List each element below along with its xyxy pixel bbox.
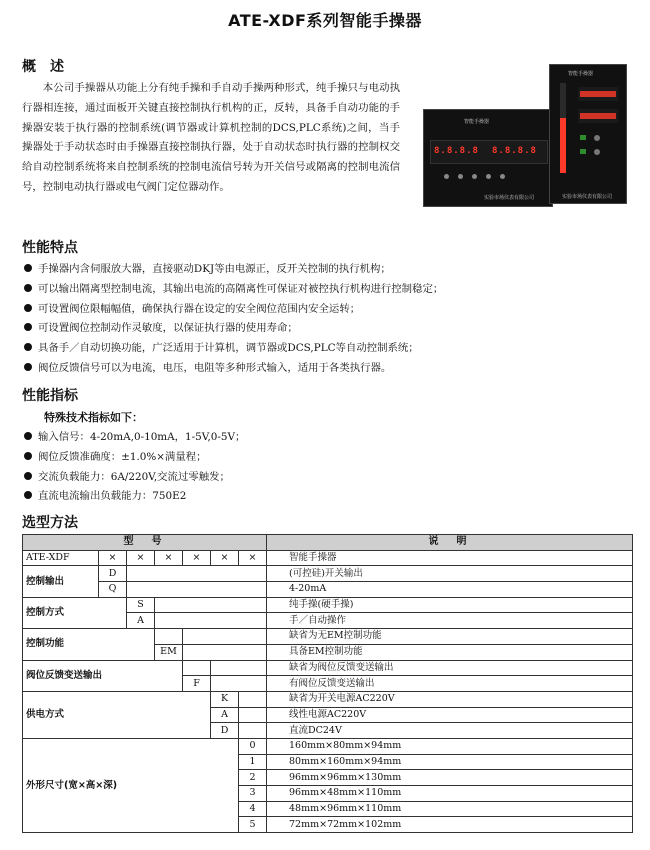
- header-description: 说 明: [267, 535, 633, 551]
- table-row: [23, 629, 633, 645]
- group-label: 控制功能: [23, 629, 155, 660]
- group-label: 供电方式: [23, 691, 211, 738]
- table-cell: 0: [239, 738, 267, 754]
- table-row: [23, 691, 633, 707]
- overview-line: 手操只与电动执行器相连接，通过面板开关键直接控制执行机构的: [22, 82, 401, 114]
- model-code: ATE-XDF: [23, 550, 99, 566]
- table-cell: S: [127, 597, 155, 613]
- table-cell-desc: 4-20mA: [267, 582, 633, 598]
- table-cell: 5: [239, 817, 267, 833]
- list-item: [24, 468, 634, 488]
- table-cell: ×: [127, 550, 155, 566]
- table-row: [23, 597, 633, 613]
- list-item: [24, 339, 634, 359]
- table-cell: D: [99, 566, 127, 582]
- device-vertical-footer: 实验市场仪表有限公司: [562, 194, 613, 200]
- bullet-icon: [24, 304, 32, 312]
- table-cell-desc: 48mm×96mm×110mm: [267, 801, 633, 817]
- specs-heading: 性能指标: [22, 388, 78, 404]
- table-row: [23, 738, 633, 754]
- table-cell: 2: [239, 770, 267, 786]
- device-horizontal-footer: 实验市场仪表有限公司: [484, 195, 535, 201]
- overview-line: 由手操器直接控制执行器，处于自动状态时执行器的控制权交给自: [22, 141, 401, 174]
- table-cell-desc: 纯手操(硬手操): [267, 597, 633, 613]
- device-horizontal-title: 智能手操器: [464, 119, 490, 125]
- table-cell-desc: 智能手操器: [267, 550, 633, 566]
- table-cell-desc: 缺省为无EM控制功能: [267, 629, 633, 645]
- table-cell: ×: [239, 550, 267, 566]
- bullet-icon: [24, 284, 32, 292]
- table-cell: ×: [211, 550, 239, 566]
- bullet-icon: [24, 491, 32, 499]
- table-cell-desc: 160mm×80mm×94mm: [267, 738, 633, 754]
- overview-line: 动控制系统将来自控制系统的控制电流信号转为开关信号或隔离的: [43, 161, 348, 174]
- list-item: [24, 428, 634, 448]
- table-cell-desc: (可控硅)开关输出: [267, 566, 633, 582]
- table-cell-desc: 96mm×48mm×110mm: [267, 786, 633, 802]
- list-item-text: 可设置阀位限幅幅值，确保执行器在设定的安全阀位范围内安全运转；: [38, 302, 361, 315]
- table-cell-desc: 直流DC24V: [267, 723, 633, 739]
- table-cell-desc: 缺省为阀位反馈变送输出: [267, 660, 633, 676]
- list-item-text: 手操器内含伺服放大器，直接驱动DKJ等由电源正，反开关控制的执行机构；: [38, 263, 391, 275]
- table-cell-desc: 缺省为开关电源AC220V: [267, 691, 633, 707]
- table-header-row: [23, 535, 633, 551]
- device-vertical-title: 智能手操器: [568, 71, 594, 77]
- table-cell: 3: [239, 786, 267, 802]
- specs-intro: 特殊技术指标如下：: [44, 411, 143, 424]
- table-cell-desc: 有阀位反馈变送输出: [267, 676, 633, 692]
- group-label: 控制方式: [23, 597, 127, 628]
- table-cell: K: [211, 691, 239, 707]
- device-display-left: 8.8.8.8: [434, 146, 479, 156]
- list-item: [24, 359, 634, 379]
- overview-paragraph: [22, 79, 400, 198]
- table-cell-desc: 72mm×72mm×102mm: [267, 817, 633, 833]
- table-cell: A: [211, 707, 239, 723]
- list-item-text: 具备手／自动切换功能，广泛适用于计算机，调节器或DCS,PLC等自动控制系统；: [38, 342, 419, 355]
- page-title: ATE-XDF系列智能手操器: [228, 11, 422, 30]
- group-label: 阀位反馈变送输出: [23, 660, 183, 691]
- features-list: [24, 260, 634, 379]
- table-cell-desc: 具备EM控制功能: [267, 644, 633, 660]
- list-item: [24, 319, 634, 339]
- list-item-text: 直流电流输出负载能力：750E2: [38, 490, 187, 503]
- list-item: [24, 300, 634, 320]
- bullet-icon: [24, 452, 32, 460]
- group-label: 控制输出: [23, 566, 99, 597]
- selection-table: [22, 534, 633, 833]
- header-model: 型 号: [23, 535, 267, 551]
- table-cell: A: [127, 613, 155, 629]
- bullet-icon: [24, 472, 32, 480]
- table-cell-desc: 线性电源AC220V: [267, 707, 633, 723]
- device-vertical-image: [549, 64, 627, 204]
- table-cell: EM: [155, 644, 183, 660]
- table-row: [23, 550, 633, 566]
- table-row: [23, 660, 633, 676]
- table-row: [23, 566, 633, 582]
- overview-line: 器或计算机控制的DCS,PLC系统)之间，当手操器处于手动状态时: [22, 121, 400, 154]
- bullet-icon: [24, 343, 32, 351]
- list-item: [24, 487, 634, 507]
- table-row: [23, 582, 633, 598]
- table-cell: Q: [99, 582, 127, 598]
- table-cell-desc: 96mm×96mm×130mm: [267, 770, 633, 786]
- table-cell: F: [183, 676, 211, 692]
- list-item-text: 可设置阀位控制动作灵敏度，以保证执行器的使用寿命；: [38, 322, 298, 335]
- list-item: [24, 260, 634, 280]
- table-cell-desc: 手／自动操作: [267, 613, 633, 629]
- list-item: [24, 448, 634, 468]
- table-cell: 1: [239, 754, 267, 770]
- list-item-text: 可以输出隔离型控制电流，其输出电流的高隔离性可保证对被控执行机构进行控制稳定；: [38, 282, 444, 295]
- bullet-icon: [24, 363, 32, 371]
- list-item-text: 阀位反馈准确度：±1.0%×满量程；: [38, 450, 207, 463]
- bullet-icon: [24, 323, 32, 331]
- overview-line: 正，反转，具备手自动功能的手操器安装于执行器的控制系统(调节: [22, 101, 401, 134]
- specs-list: [24, 428, 634, 507]
- list-item-text: 输入信号：4-20mA,0-10mA，1-5V,0-5V；: [38, 431, 246, 443]
- overview-line: 本公司手操器从功能上分有纯手操和手自动手操两种形式，纯: [42, 82, 327, 94]
- list-item-text: 交流负载能力：6A/220V,交流过零触发；: [38, 470, 230, 483]
- group-label: 外形尺寸(宽×高×深): [23, 738, 239, 832]
- list-item: [24, 280, 634, 300]
- overview-line: 控制电流信号，控制电动执行器或电气阀门定位器动作。: [22, 161, 401, 193]
- table-cell: ×: [99, 550, 127, 566]
- device-display-right: 8.8.8.8: [492, 146, 537, 156]
- features-heading: 性能特点: [22, 240, 78, 256]
- table-cell: D: [211, 723, 239, 739]
- table-cell: ×: [183, 550, 211, 566]
- bullet-icon: [24, 432, 32, 440]
- selection-heading: 选型方法: [22, 515, 78, 531]
- table-cell: 4: [239, 801, 267, 817]
- table-cell-desc: 80mm×160mm×94mm: [267, 754, 633, 770]
- overview-heading: 概 述: [22, 59, 64, 75]
- list-item-text: 阀位反馈信号可以为电流，电压，电阻等多种形式输入，适用于各类执行器。: [38, 361, 392, 374]
- bullet-icon: [24, 264, 32, 272]
- table-cell: ×: [155, 550, 183, 566]
- device-horizontal-image: [423, 109, 553, 207]
